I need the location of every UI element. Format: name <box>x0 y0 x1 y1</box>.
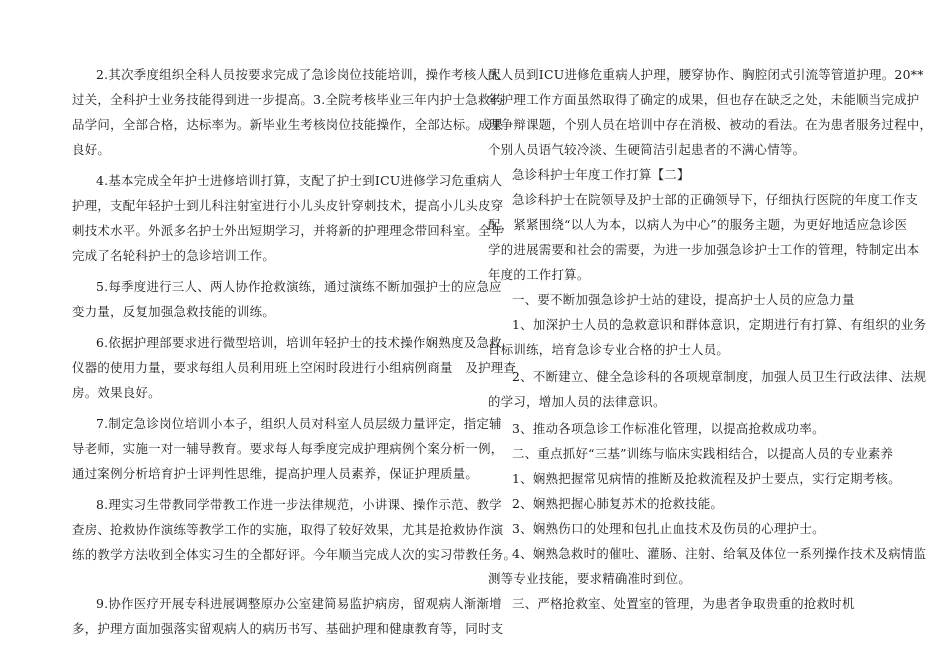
list-item: 2、娴熟把握心肺复苏术的抢救技能。 <box>512 496 724 511</box>
paragraph-line: 配人员到ICU进修危重病人护理，腰穿协作、胸腔闭式引流等管道护理。20** <box>488 67 924 82</box>
paragraph-line: 2.其次季度组织全科人员按要求完成了急诊岗位技能培训，操作考核人人 <box>96 67 502 82</box>
list-item: 3、推动各项急诊工作标准化管理，以提高抢救成功率。 <box>512 421 825 436</box>
section-heading: 急诊科护士年度工作打算【二】 <box>512 167 690 182</box>
paragraph-line: 理争辩课题，个别人员在培训中存在消极、被动的看法。在为患者服务过程中， <box>488 117 933 132</box>
section-heading: 一、要不断加强急诊护士站的建设，提高护士人员的应急力量 <box>512 292 855 307</box>
paragraph-line: 5.每季度进行三人、两人协作抢救演练，通过演练不断加强护士的应急应 <box>96 279 502 294</box>
list-item: 1、加深护士人员的急救意识和群体意识，定期进行有打算、有组织的业务 <box>512 317 927 332</box>
paragraph-line: 年护理工作方面虽然取得了确定的成果，但也存在缺乏之处，未能顺当完成护 <box>488 92 920 107</box>
section-heading: 三、严格抢救室、处置室的管理，为患者争取贵重的抢救时机 <box>512 596 855 611</box>
paragraph-line: 查房、抢救协作演练等教学工作的实施，取得了较好效果，尤其是抢救协作演 <box>72 522 504 537</box>
paragraph-line: 配，紧紧围绕“以人为本，以病人为中心”的服务主题，为更好地适应急诊医 <box>488 217 908 232</box>
list-item: 1、娴熟把握常见病情的推断及抢救流程及护士要点，实行定期考核。 <box>512 471 901 486</box>
paragraph-line: 刺技术水平。外派多名护士外出短期学习，并将新的护理理念带回科室。全年 <box>72 223 504 238</box>
section-heading: 二、重点抓好“三基”训练与临床实践相结合，以提高人员的专业素养 <box>512 446 894 461</box>
paragraph-line: 完成了名轮科护士的急诊培训工作。 <box>72 248 276 263</box>
paragraph-line: 练的教学方法收到全体实习生的全都好评。今年顺当完成人次的实习带教任务。 <box>72 547 517 562</box>
list-item-continuation: 测等专业技能，要求精确准时到位。 <box>488 571 692 586</box>
paragraph-line: 过关，全科护士业务技能得到进一步提高。3.全院考核毕业三年内护士急救药 <box>72 92 504 107</box>
paragraph-line: 房。效果良好。 <box>72 385 161 400</box>
paragraph-line: 7.制定急诊岗位培训小本子，组织人员对科室人员层级力量评定，指定辅 <box>96 416 502 431</box>
paragraph-line: 9.协作医疗开展专科进展调整原办公室建简易监护病房，留观病人渐渐增 <box>96 596 502 611</box>
paragraph-line: 通过案例分析培育护士评判性思维，提高护理人员素养，保证护理质量。 <box>72 466 479 481</box>
paragraph-line: 6.依据护理部要求进行微型培训，培训年轻护士的技术操作娴熟度及急救 <box>96 335 502 350</box>
paragraph-line: 护理，支配年轻护士到儿科注射室进行小儿头皮针穿刺技术，提高小儿头皮穿 <box>72 198 504 213</box>
paragraph-line: 品学问，全部合格，达标率为。新毕业生考核岗位技能操作，全部达标。成果 <box>72 117 504 132</box>
paragraph-line: 年度的工作打算。 <box>488 267 590 282</box>
paragraph-line: 导老师，实施一对一辅导教育。要求每人每季度完成护理病例个案分析一例， <box>72 441 504 456</box>
paragraph-line: 4.基本完成全年护士进修培训打算，支配了护士到ICU进修学习危重病人 <box>96 173 503 188</box>
paragraph-line: 8.理实习生带教同学带教工作进一步法律规范，小讲课、操作示范、教学 <box>96 497 502 512</box>
paragraph-line: 学的进展需要和社会的需要，为进一步加强急诊护士工作的管理，特制定出本 <box>488 242 920 257</box>
list-item: 4、娴熟急救时的催吐、灌肠、注射、给氧及体位一系列操作技术及病情监 <box>512 546 927 561</box>
paragraph-line: 仪器的使用力量，要求每组人员利用班上空闲时段进行小组病例商量 及护理查 <box>72 360 517 375</box>
list-item-continuation: 的学习，增加人员的法律意识。 <box>488 394 666 409</box>
list-item: 2、不断建立、健全急诊科的各项规章制度，加强人员卫生行政法律、法规 <box>512 369 927 384</box>
paragraph-line: 变力量，反复加强急救技能的训练。 <box>72 304 276 319</box>
paragraph-line: 多，护理方面加强落实留观病人的病历书写、基础护理和健康教育等，同时支 <box>72 621 504 636</box>
paragraph-line: 良好。 <box>72 142 111 157</box>
paragraph-line: 个别人员语气较冷淡、生硬简洁引起患者的不满心情等。 <box>488 142 806 157</box>
paragraph-line: 急诊科护士在院领导及护士部的正确领导下，仔细执行医院的年度工作支 <box>512 192 919 207</box>
list-item-continuation: 目标训练，培育急诊专业合格的护士人员。 <box>488 342 730 357</box>
list-item: 3、娴熟伤口的处理和包扎止血技术及伤员的心理护士。 <box>512 521 825 536</box>
